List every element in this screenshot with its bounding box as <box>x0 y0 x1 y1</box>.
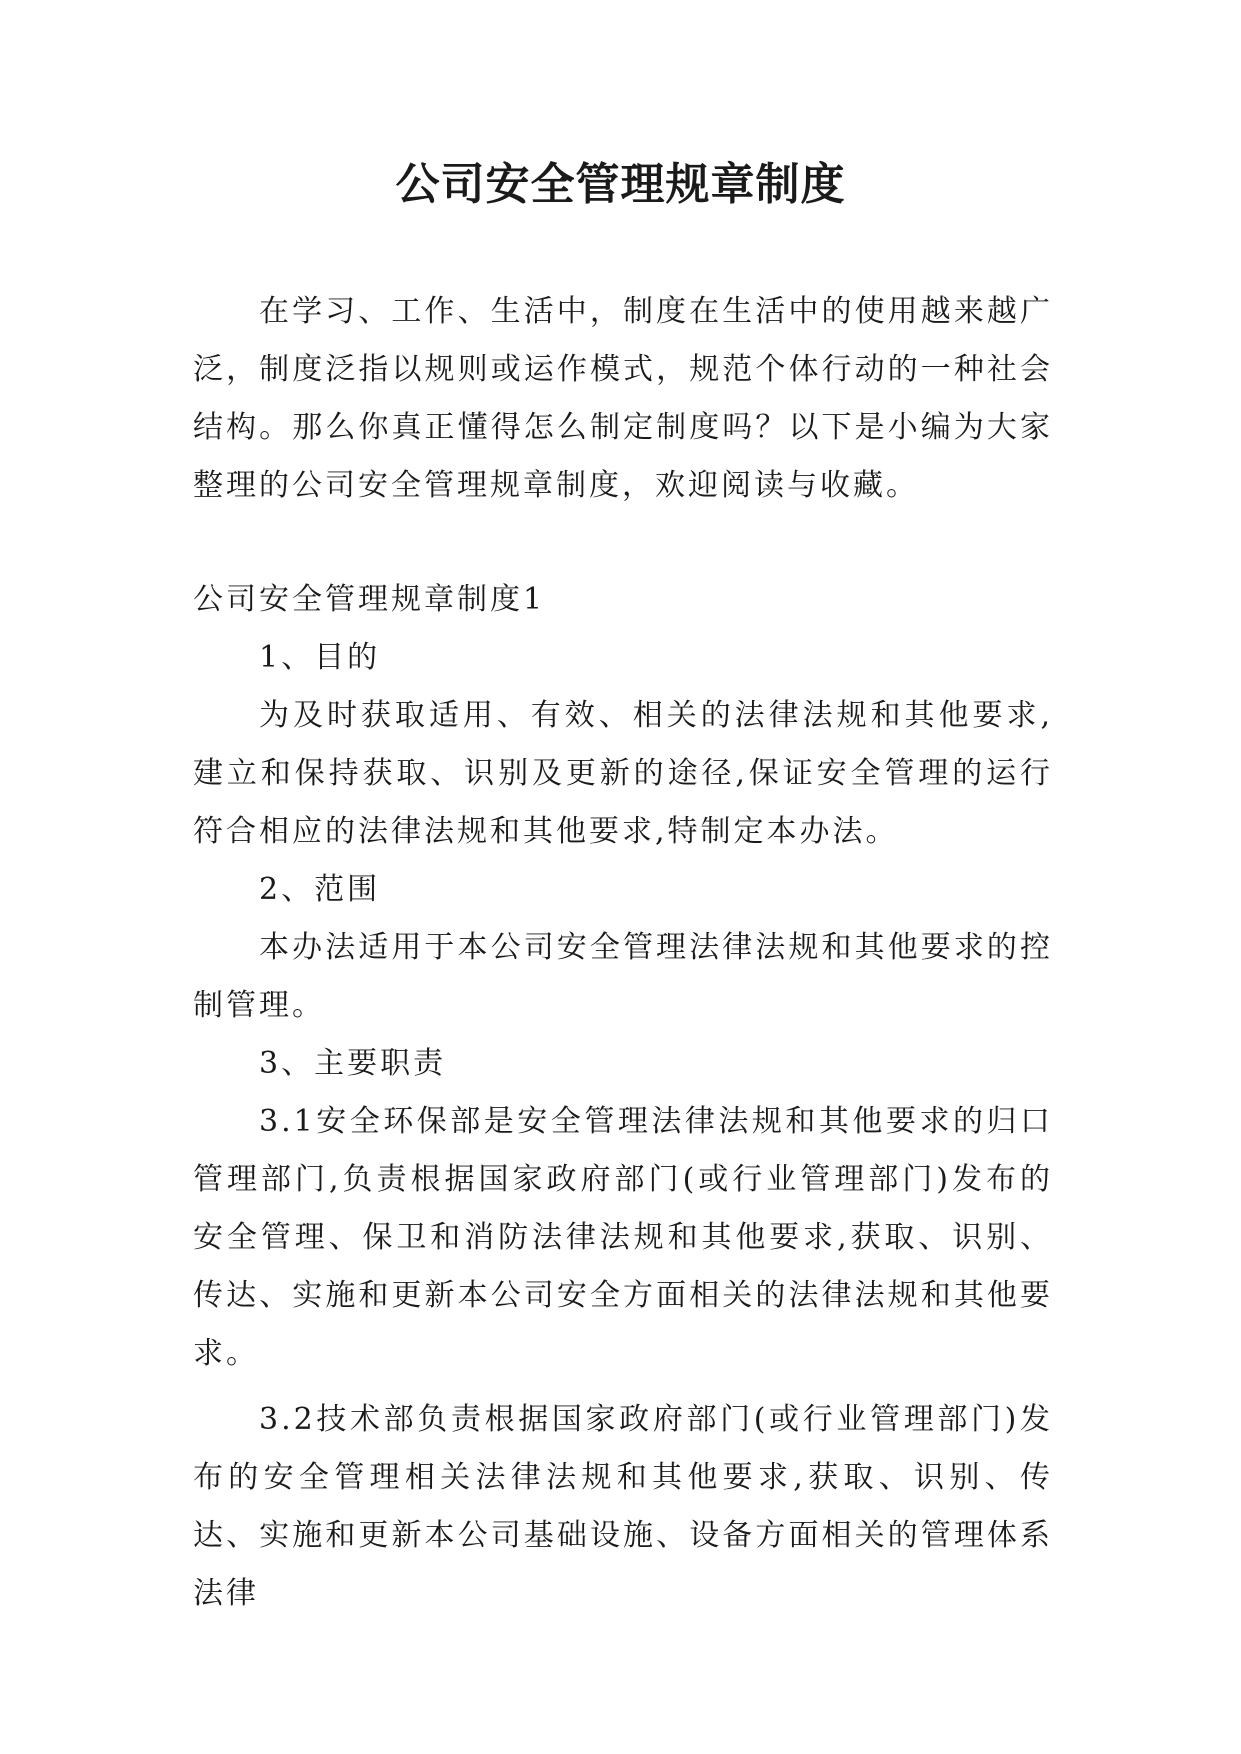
intro-paragraph: 在学习、工作、生活中，制度在生活中的使用越来越广泛，制度泛指以规则或运作模式，规范个体行动的一种社会结构。那么你真正懂得怎么制定制度吗？以下是小编为大家整理的公司安全管理规章制度，欢迎阅读与收藏。 <box>193 294 1053 503</box>
document-body <box>193 283 1053 1623</box>
paragraph-purpose-heading: 1、目的 <box>259 640 381 675</box>
paragraph-duties-heading: 3、主要职责 <box>259 1046 447 1081</box>
document-title: 公司安全管理规章制度 <box>395 159 846 210</box>
paragraph-scope-heading: 2、范围 <box>259 872 381 907</box>
paragraph-duty-3-2: 3.2技术部负责根据国家政府部门(或行业管理部门)发布的安全管理相关法律法规和其他要求,获取、识别、传达、实施和更新本公司基础设施、设备方面相关的管理体系法律 <box>193 1402 1053 1611</box>
paragraph-scope-body: 本办法适用于本公司安全管理法律法规和其他要求的控制管理。 <box>193 930 1053 1023</box>
section-heading: 公司安全管理规章制度1 <box>193 582 546 617</box>
paragraph-duty-3-1: 3.1安全环保部是安全管理法律法规和其他要求的归口管理部门,负责根据国家政府部门(或行业管理部门)发布的安全管理、保卫和消防法律法规和其他要求,获取、识别、传达、实施和更新本公司安全方面相关的法律法规和其他要求。 <box>193 1104 1053 1371</box>
paragraph-purpose-body: 为及时获取适用、有效、相关的法律法规和其他要求,建立和保持获取、识别及更新的途径,保证安全管理的运行符合相应的法律法规和其他要求,特制定本办法。 <box>193 698 1053 849</box>
